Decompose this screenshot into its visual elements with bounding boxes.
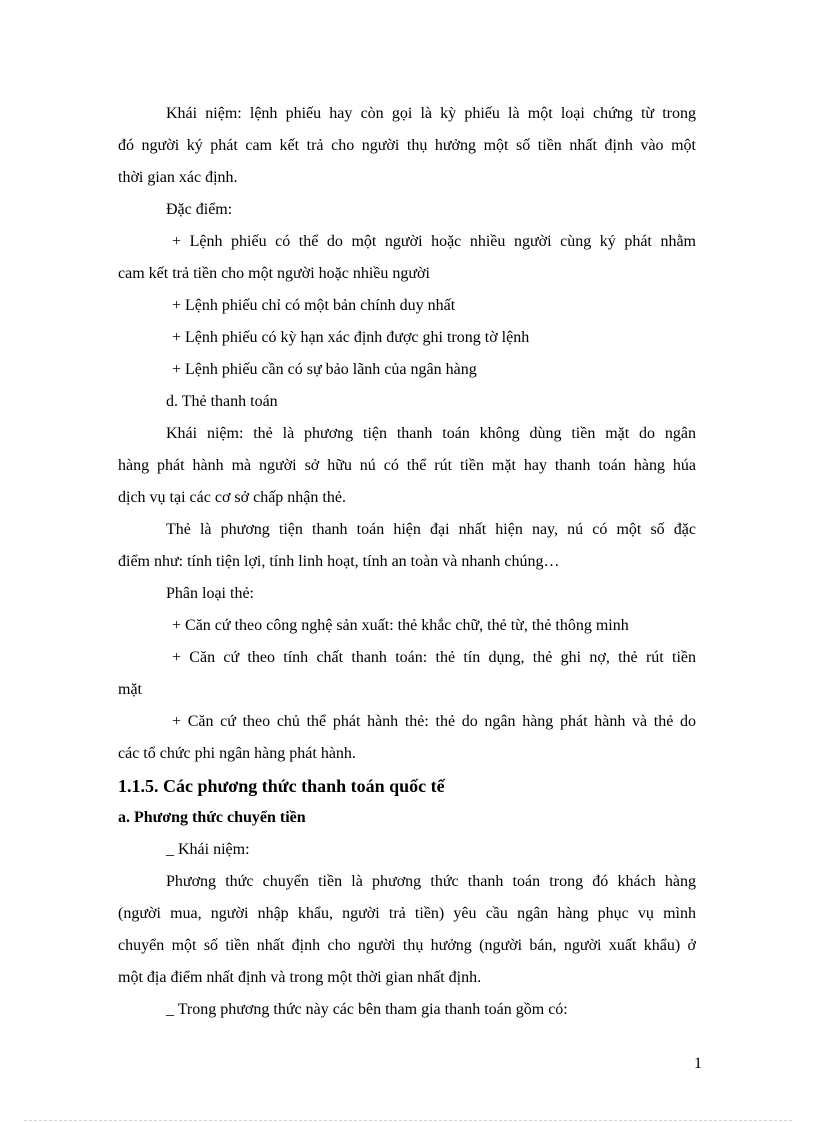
bullet-characteristic-3 (172, 322, 696, 354)
page-number: 1 (694, 1055, 702, 1072)
text-line: + Lệnh phiếu chỉ có một bản chính duy nhất (172, 297, 456, 314)
subsection-heading-remittance (118, 802, 696, 834)
bullet-classification-payment-cont (118, 674, 696, 706)
paragraph-card-concept-cont (118, 450, 696, 514)
paragraph-remittance-definition-cont (118, 898, 696, 994)
subsection-payment-card (166, 386, 696, 418)
paragraph-remittance-parties (166, 994, 696, 1026)
bullet-classification-technology (172, 610, 696, 642)
bullet-characteristic-2 (172, 290, 696, 322)
text-line: mặt (118, 681, 142, 698)
bullet-classification-issuer (172, 706, 696, 738)
text-line: Đặc điểm: (166, 201, 233, 218)
text-line: + Căn cứ theo công nghệ sản xuất: thẻ khắc chữ, thẻ từ, thẻ thông minh (172, 617, 629, 634)
text-line: chuyển một số tiền nhất định cho người thụ hưởng (người bán, người xuất khẩu) ở (118, 937, 696, 954)
bullet-characteristic-1-cont (118, 258, 696, 290)
bullet-classification-issuer-cont (118, 738, 696, 770)
text-line: thời gian xác định. (118, 169, 238, 186)
paragraph-card-classification (166, 578, 696, 610)
text-line: các tổ chức phi ngân hàng phát hành. (118, 745, 356, 762)
bullet-characteristic-1 (172, 226, 696, 258)
text-line: một địa điểm nhất định và trong một thời gian nhất định. (118, 969, 482, 986)
text-line: + Lệnh phiếu cần có sự bảo lãnh của ngân hàng (172, 361, 477, 378)
paragraph-card-modern (166, 514, 696, 546)
text-line: + Căn cứ theo chủ thể phát hành thẻ: thẻ do ngân hàng phát hành và thẻ do (172, 713, 696, 730)
text-line: dịch vụ tại các cơ sở chấp nhận thẻ. (118, 489, 346, 506)
text-line: điểm như: tính tiện lợi, tính linh hoạt, tính an toàn và nhanh chúng… (118, 553, 560, 570)
text-line: + Lệnh phiếu có kỳ hạn xác định được ghi trong tờ lệnh (172, 329, 530, 346)
text-line: cam kết trả tiền cho một người hoặc nhiều người (118, 265, 430, 282)
text-line: d. Thẻ thanh toán (166, 393, 278, 410)
paragraph-characteristics-label (166, 194, 696, 226)
text-line: + Lệnh phiếu có thể do một người hoặc nhiều người cùng ký phát nhằm (172, 233, 696, 250)
paragraph-remittance-definition (166, 866, 696, 898)
text-line: Khái niệm: lệnh phiếu hay còn gọi là kỳ phiếu là một loại chứng từ trong (166, 105, 696, 122)
text-line: Khái niệm: thẻ là phương tiện thanh toán không dùng tiền mặt do ngân (166, 425, 696, 442)
bullet-classification-payment (172, 642, 696, 674)
text-line: Thẻ là phương tiện thanh toán hiện đại nhất hiện nay, nú có một số đặc (166, 521, 696, 538)
text-line: đó người ký phát cam kết trả cho người thụ hưởng một số tiền nhất định vào một (118, 137, 696, 154)
paragraph-promissory-note-concept-cont (118, 130, 696, 194)
text-line: hàng phát hành mà người sở hữu nú có thể rút tiền mặt hay thanh toán hàng húa (118, 457, 696, 474)
text-line: (người mua, người nhập khẩu, người trả tiền) yêu cầu ngân hàng phục vụ mình (118, 905, 696, 922)
paragraph-card-concept (166, 418, 696, 450)
bullet-characteristic-4 (172, 354, 696, 386)
section-heading-international-payment (118, 770, 696, 802)
text-line: _ Trong phương thức này các bên tham gia thanh toán gồm có: (166, 1001, 568, 1018)
text-line: _ Khái niệm: (166, 841, 250, 858)
text-line: Phương thức chuyển tiền là phương thức thanh toán trong đó khách hàng (166, 873, 696, 890)
text-line: Phân loại thẻ: (166, 585, 254, 602)
paragraph-card-modern-cont (118, 546, 696, 578)
text-line: + Căn cứ theo tính chất thanh toán: thẻ tín dụng, thẻ ghi nợ, thẻ rút tiền (172, 649, 696, 666)
paragraph-promissory-note-concept (166, 98, 696, 130)
paragraph-remittance-concept-label (166, 834, 696, 866)
heading-text: a. Phương thức chuyển tiền (118, 809, 306, 826)
page-bottom-divider (24, 1120, 792, 1121)
heading-text: 1.1.5. Các phương thức thanh toán quốc tế (118, 776, 445, 796)
